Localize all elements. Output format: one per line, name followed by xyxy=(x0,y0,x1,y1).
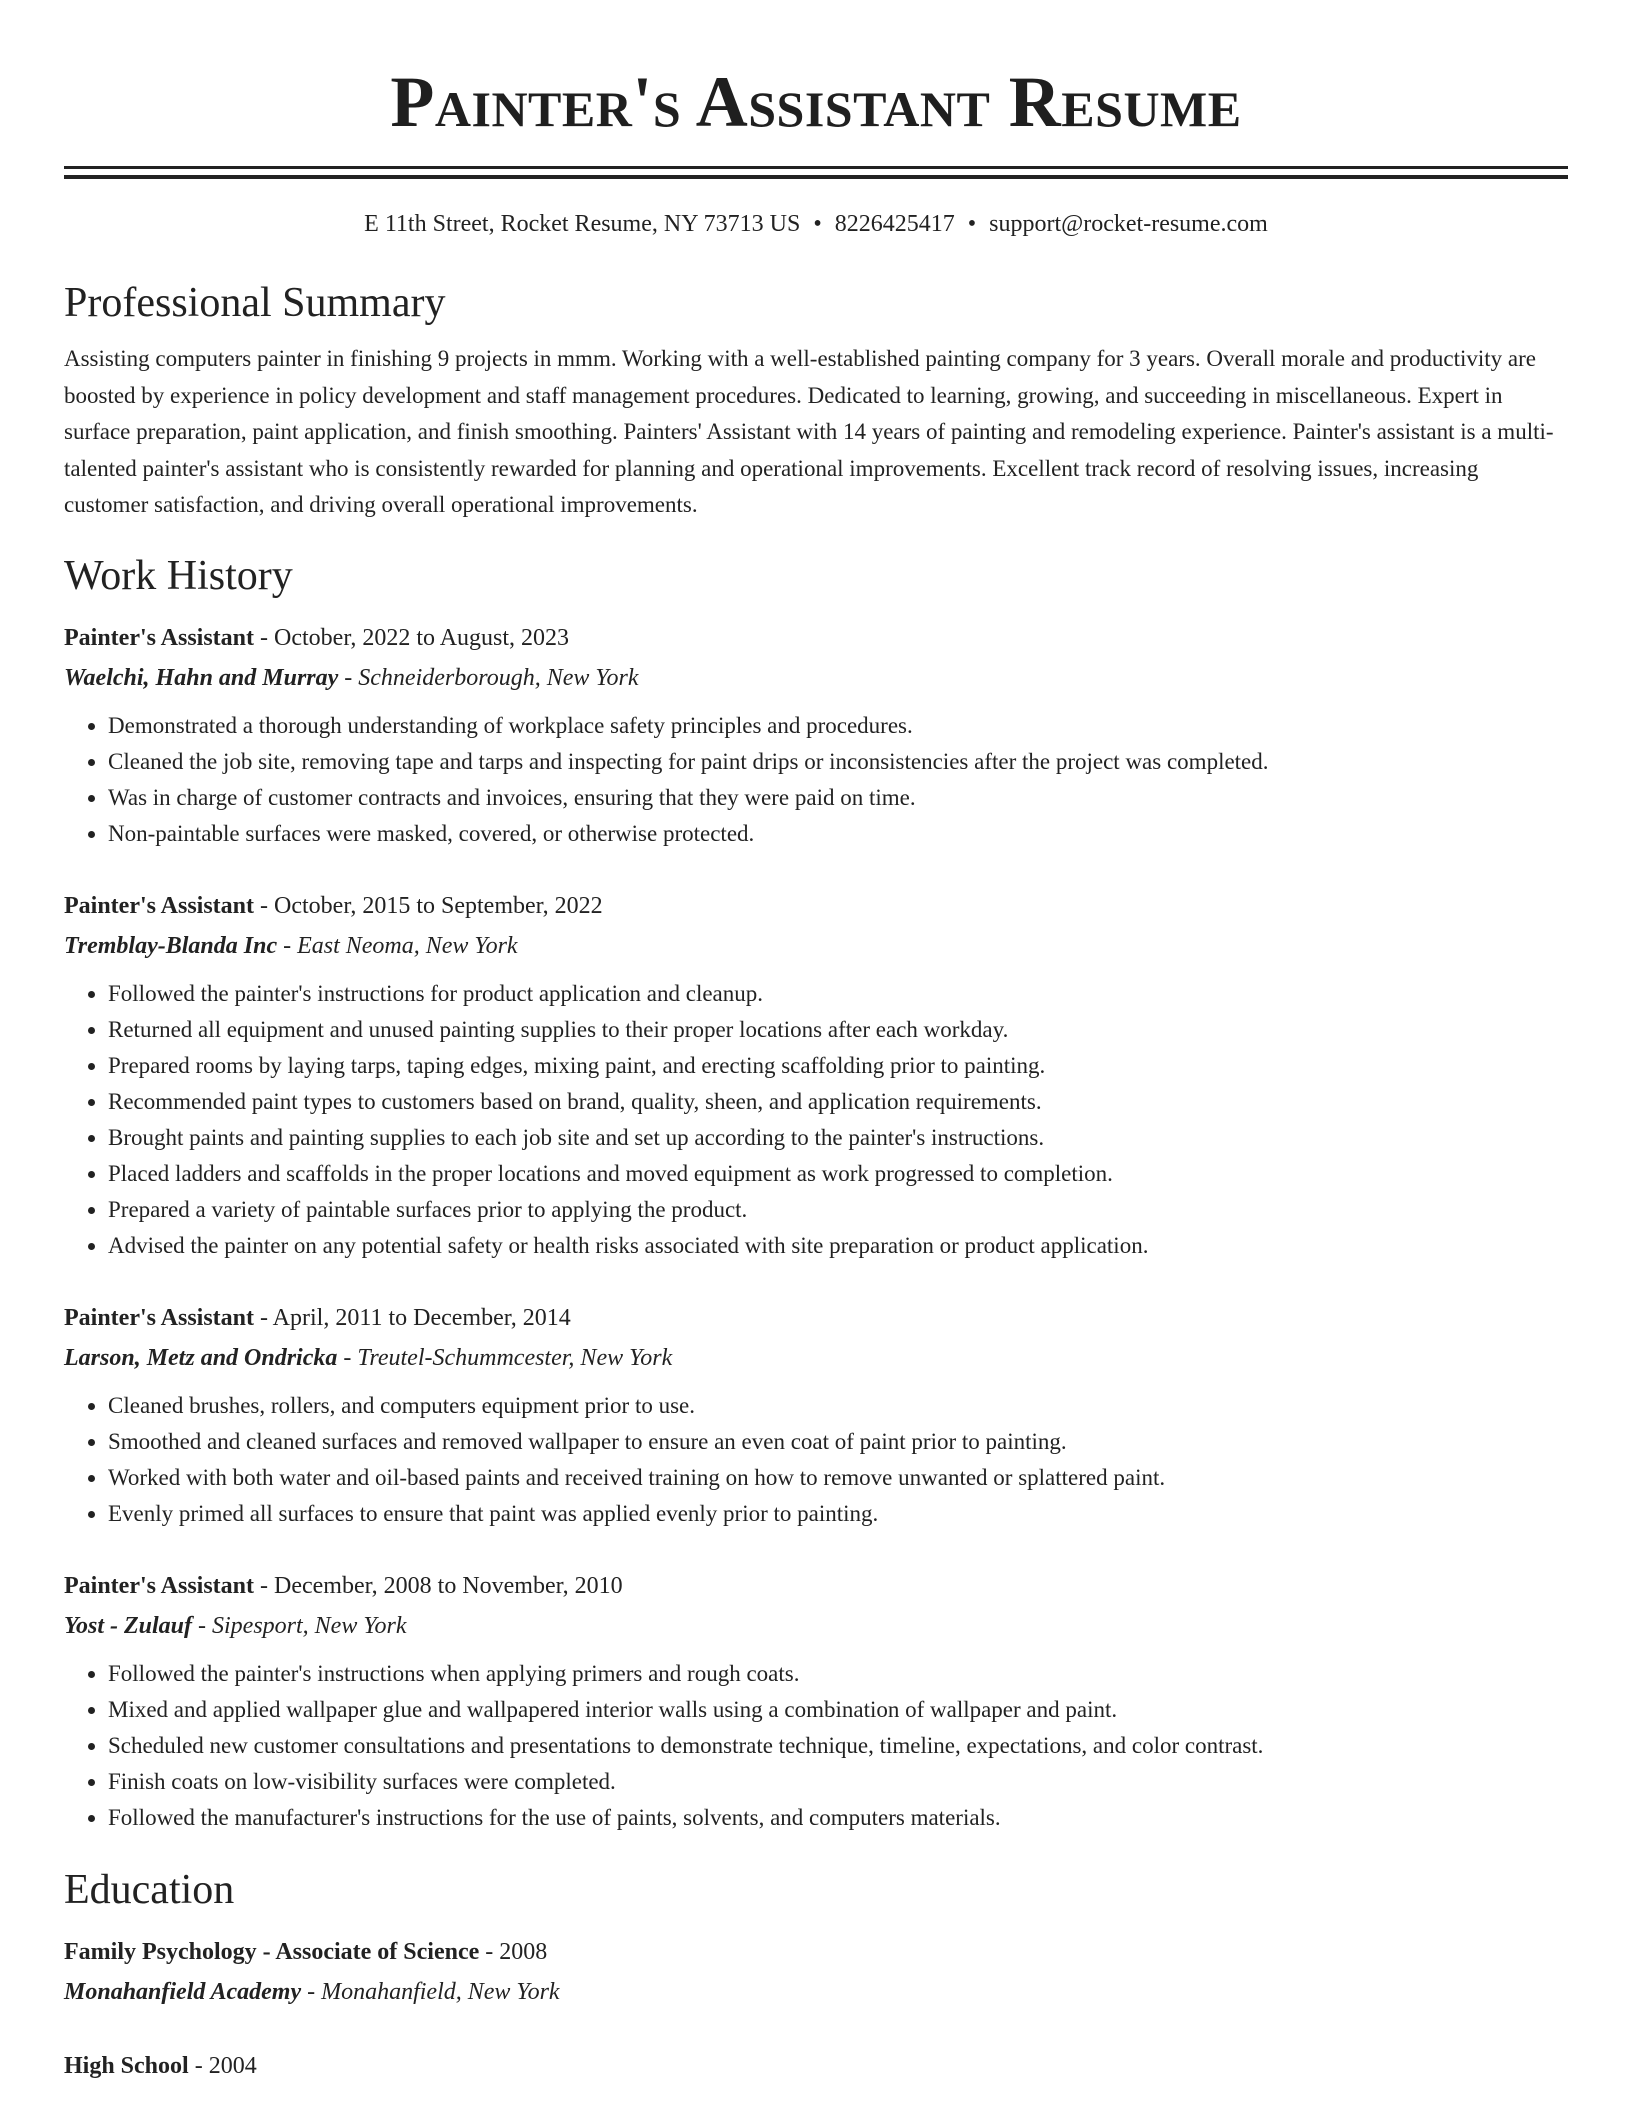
employer-line xyxy=(64,926,1568,966)
duty-list xyxy=(64,1656,1568,1836)
summary-heading: Professional Summary xyxy=(64,280,446,326)
degree-name: Family Psychology - Associate of Science xyxy=(64,1938,480,1965)
duty-item: • Advised the painter on any potential safety or health risks associated with site preparation or product application. xyxy=(108,1228,1568,1264)
duty-item: • Placed ladders and scaffolds in the proper locations and moved equipment as work progressed to completion. xyxy=(108,1156,1568,1192)
school-name: Monahanfield Academy xyxy=(64,1978,302,2005)
job-title-line xyxy=(64,1298,1568,1338)
job-title-line xyxy=(64,1566,1568,1606)
contact-separator: • xyxy=(967,211,977,237)
employer-location: - Sipesport, New York xyxy=(192,1612,407,1639)
school-line xyxy=(64,1972,1568,2012)
education-heading: Education xyxy=(64,1866,235,1913)
duty-item: • Followed the painter's instructions for product application and cleanup. xyxy=(108,976,1568,1012)
duty-item: • Was in charge of customer contracts and invoices, ensuring that they were paid on time. xyxy=(108,780,1568,816)
duty-list xyxy=(64,976,1568,1264)
job-entry xyxy=(64,618,1568,852)
duty-item: • Followed the painter's instructions when applying primers and rough coats. xyxy=(108,1656,1568,1692)
duty-list xyxy=(64,1388,1568,1532)
job-title: Painter's Assistant xyxy=(64,624,255,651)
education-list xyxy=(64,1932,1568,2086)
employer-name: Waelchi, Hahn and Murray xyxy=(64,664,339,691)
duty-item: • Worked with both water and oil-based paints and received training on how to remove unwanted or splattered paint. xyxy=(108,1460,1568,1496)
job-entry xyxy=(64,1566,1568,1836)
employer-location: - East Neoma, New York xyxy=(277,932,518,959)
employer-location: - Schneiderborough, New York xyxy=(338,664,639,691)
work-history-list xyxy=(64,618,1568,1836)
duty-item: • Evenly primed all surfaces to ensure that paint was applied evenly prior to painting. xyxy=(108,1496,1568,1532)
education-entry xyxy=(64,2046,1568,2086)
contact-email: support@rocket-resume.com xyxy=(989,211,1268,237)
job-title: Painter's Assistant xyxy=(64,1572,255,1599)
duty-item: • Recommended paint types to customers based on brand, quality, sheen, and application requirements. xyxy=(108,1084,1568,1120)
school-location: - Monahanfield, New York xyxy=(301,1978,560,2005)
contact-line xyxy=(64,209,1568,239)
job-dates: - October, 2022 to August, 2023 xyxy=(254,624,570,651)
duty-item: • Mixed and applied wallpaper glue and wallpapered interior walls using a combination of wallpaper and paint. xyxy=(108,1692,1568,1728)
duty-item: • Prepared a variety of paintable surfaces prior to applying the product. xyxy=(108,1192,1568,1228)
job-title: Painter's Assistant xyxy=(64,892,255,919)
duty-item: • Cleaned the job site, removing tape and tarps and inspecting for paint drips or inconsistencies after the project was completed. xyxy=(108,744,1568,780)
degree-line xyxy=(64,1932,1568,1972)
duty-item: • Followed the manufacturer's instructions for the use of paints, solvents, and computers materials. xyxy=(108,1800,1568,1836)
duty-item: • Finish coats on low-visibility surfaces were completed. xyxy=(108,1764,1568,1800)
duty-item: • Cleaned brushes, rollers, and computers equipment prior to use. xyxy=(108,1388,1568,1424)
employer-name: Yost - Zulauf xyxy=(64,1612,193,1639)
job-title: Painter's Assistant xyxy=(64,1304,255,1331)
job-dates: - December, 2008 to November, 2010 xyxy=(254,1572,623,1599)
duty-list xyxy=(64,708,1568,852)
degree-name: High School xyxy=(64,2052,189,2079)
title-divider xyxy=(64,166,1568,179)
job-entry xyxy=(64,886,1568,1264)
graduation-year: - 2008 xyxy=(479,1938,548,1965)
summary-text: Assisting computers painter in finishing 9 projects in mmm. Working with a well-established painting company for 3 years. Overall morale and productivity are boosted by experience in policy development and staff management procedures. Dedicated to learning, growing, and succeeding in miscellaneous. Expert in surface preparation, paint application, and finish smoothing. Painters' Assistant with 14 years of painting and remodeling experience. Painter's assistant is a multi-talented painter's assistant who is consistently rewarded for planning and operational improvements. Excellent track record of resolving issues, increasing customer satisfaction, and driving overall operational improvements. xyxy=(64,346,1554,517)
duty-item: • Returned all equipment and unused painting supplies to their proper locations after each workday. xyxy=(108,1012,1568,1048)
work-history-heading: Work History xyxy=(64,552,293,599)
contact-phone: 8226425417 xyxy=(834,211,955,237)
employer-name: Larson, Metz and Ondricka xyxy=(64,1344,338,1371)
duty-item: • Demonstrated a thorough understanding of workplace safety principles and procedures. xyxy=(108,708,1568,744)
job-entry xyxy=(64,1298,1568,1532)
graduation-year: - 2004 xyxy=(188,2052,257,2079)
duty-item: • Smoothed and cleaned surfaces and removed wallpaper to ensure an even coat of paint prior to painting. xyxy=(108,1424,1568,1460)
duty-item: • Non-paintable surfaces were masked, covered, or otherwise protected. xyxy=(108,816,1568,852)
employer-line xyxy=(64,658,1568,698)
employer-location: - Treutel-Schummcester, New York xyxy=(337,1344,673,1371)
job-title-line xyxy=(64,618,1568,658)
employer-line xyxy=(64,1606,1568,1646)
education-entry xyxy=(64,1932,1568,2012)
duty-item: • Scheduled new customer consultations and presentations to demonstrate technique, timeline, expectations, and color contrast. xyxy=(108,1728,1568,1764)
employer-name: Tremblay-Blanda Inc xyxy=(64,932,278,959)
duty-item: • Prepared rooms by laying tarps, taping edges, mixing paint, and erecting scaffolding prior to painting. xyxy=(108,1048,1568,1084)
contact-separator: • xyxy=(813,211,822,237)
duty-item: • Brought paints and painting supplies to each job site and set up according to the painter's instructions. xyxy=(108,1120,1568,1156)
job-title-line xyxy=(64,886,1568,926)
employer-line xyxy=(64,1338,1568,1378)
resume-title: Painter's Assistant Resume xyxy=(390,62,1242,142)
degree-line xyxy=(64,2046,1568,2086)
job-dates: - April, 2011 to December, 2014 xyxy=(254,1304,571,1331)
job-dates: - October, 2015 to September, 2022 xyxy=(254,892,603,919)
contact-address: E 11th Street, Rocket Resume, NY 73713 US xyxy=(364,211,801,237)
